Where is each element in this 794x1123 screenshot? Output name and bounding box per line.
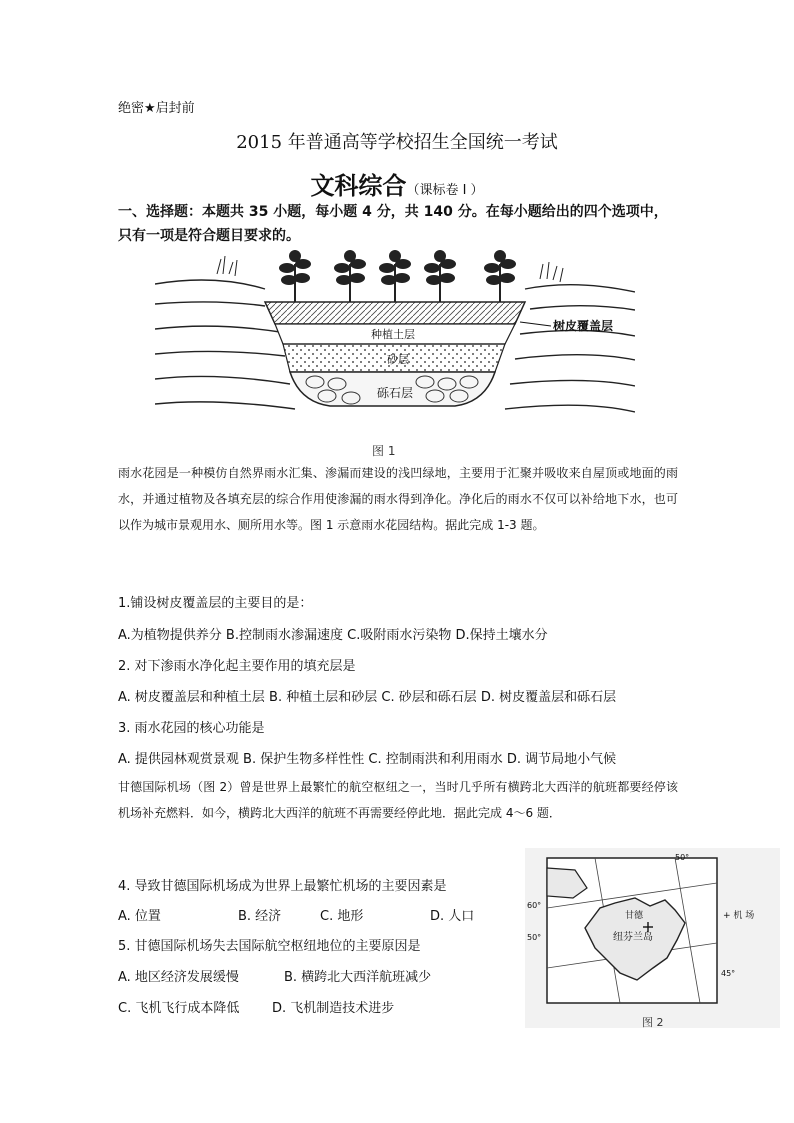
label-lon-60: 60° [527,901,542,910]
paper-type: （课标卷 I ） [406,183,484,198]
passage-rain-garden: 雨水花园是一种模仿自然界雨水汇集、渗漏而建设的浅凹绿地，主要用于汇聚并吸收来自屋顶或地面的雨水，并通过植物及各填充层的综合作用使渗漏的雨水得到净化。净化后的雨水不仅可以补给地下水，也可以作为城市景观用水、厕所用水等。图 1 示意雨水花园结构。据此完成 1-3 题。 [118,466,678,532]
bark-layer [265,302,525,324]
label-lon-45: 45° [721,969,736,978]
figure-1-caption: 图 1 [372,444,396,458]
q4-option-b: B. 经济 [238,909,282,924]
q4-option-c: C. 地形 [320,909,364,924]
question-5-stem: 5. 甘德国际机场失去国际航空枢纽地位的主要原因是 [118,939,421,954]
subject-title [0,166,794,201]
question-1-stem: 1.铺设树皮覆盖层的主要目的是： [118,596,313,611]
question-4-options [118,905,474,924]
label-gander: 甘德 [625,911,644,921]
q4-option-d: D. 人口 [430,909,475,924]
question-5-options-row2 [118,997,394,1016]
question-4-stem: 4. 导致甘德国际机场成为世界上最繁忙机场的主要因素是 [118,879,447,894]
label-sand: 砂层 [387,353,409,366]
confidential-label: 绝密★启封前 [118,101,195,116]
question-5-options-row1 [118,966,431,985]
question-3-options: A. 提供园林观赏景观 B. 保护生物多样性性 C. 控制雨洪和利用雨水 D. 调节局地小气候 [118,752,617,767]
label-bark: 树皮覆盖层 [553,319,614,333]
figure-2-caption: 图 2 [642,1016,664,1029]
section-instruction: 一、选择题：本题共 35 小题，每小题 4 分，共 140 分。在每小题给出的四个选项中，只有一项是符合题目要求的。 [118,204,668,244]
question-3-stem: 3. 雨水花园的核心功能是 [118,721,265,736]
question-2-options: A. 树皮覆盖层和种植土层 B. 种植土层和砂层 C. 砂层和砾石层 D. 树皮覆盖层和砾石层 [118,690,617,705]
q5-option-c: C. 飞机飞行成本降低 [118,1001,240,1016]
label-lat-50: 50° [675,853,690,862]
legend-airport: + 机 场 [723,911,755,921]
subject-name: 文科综合 [310,171,407,200]
plants [279,250,516,302]
q4-option-a: A. 位置 [118,909,161,924]
figure-1-rain-garden [155,244,635,444]
label-soil: 种植土层 [371,328,415,341]
question-2-stem: 2. 对下渗雨水净化起主要作用的填充层是 [118,659,356,674]
label-lat-50-left: 50° [527,933,542,942]
question-1-options: A.为植物提供养分 B.控制雨水渗漏速度 C.吸附雨水污染物 D.保持土壤水分 [118,628,548,643]
q5-option-a: A. 地区经济发展缓慢 [118,970,239,985]
label-newfoundland: 纽芬兰岛 [613,932,653,943]
label-gravel: 砾石层 [377,386,414,400]
passage-gander-airport: 甘德国际机场（图 2）曾是世界上最繁忙的航空枢纽之一，当时几乎所有横跨北大西洋的航班都要经停该机场补充燃料．如今，横跨北大西洋的航班不再需要经停此地．据此完成 4～6 题． [118,780,678,820]
figure-2-newfoundland-map [525,848,780,1028]
exam-title: 2015 年普通高等学校招生全国统一考试 [236,132,558,153]
q5-option-b: B. 横跨北大西洋航班减少 [284,970,432,985]
q5-option-d: D. 飞机制造技术进步 [272,1001,395,1016]
